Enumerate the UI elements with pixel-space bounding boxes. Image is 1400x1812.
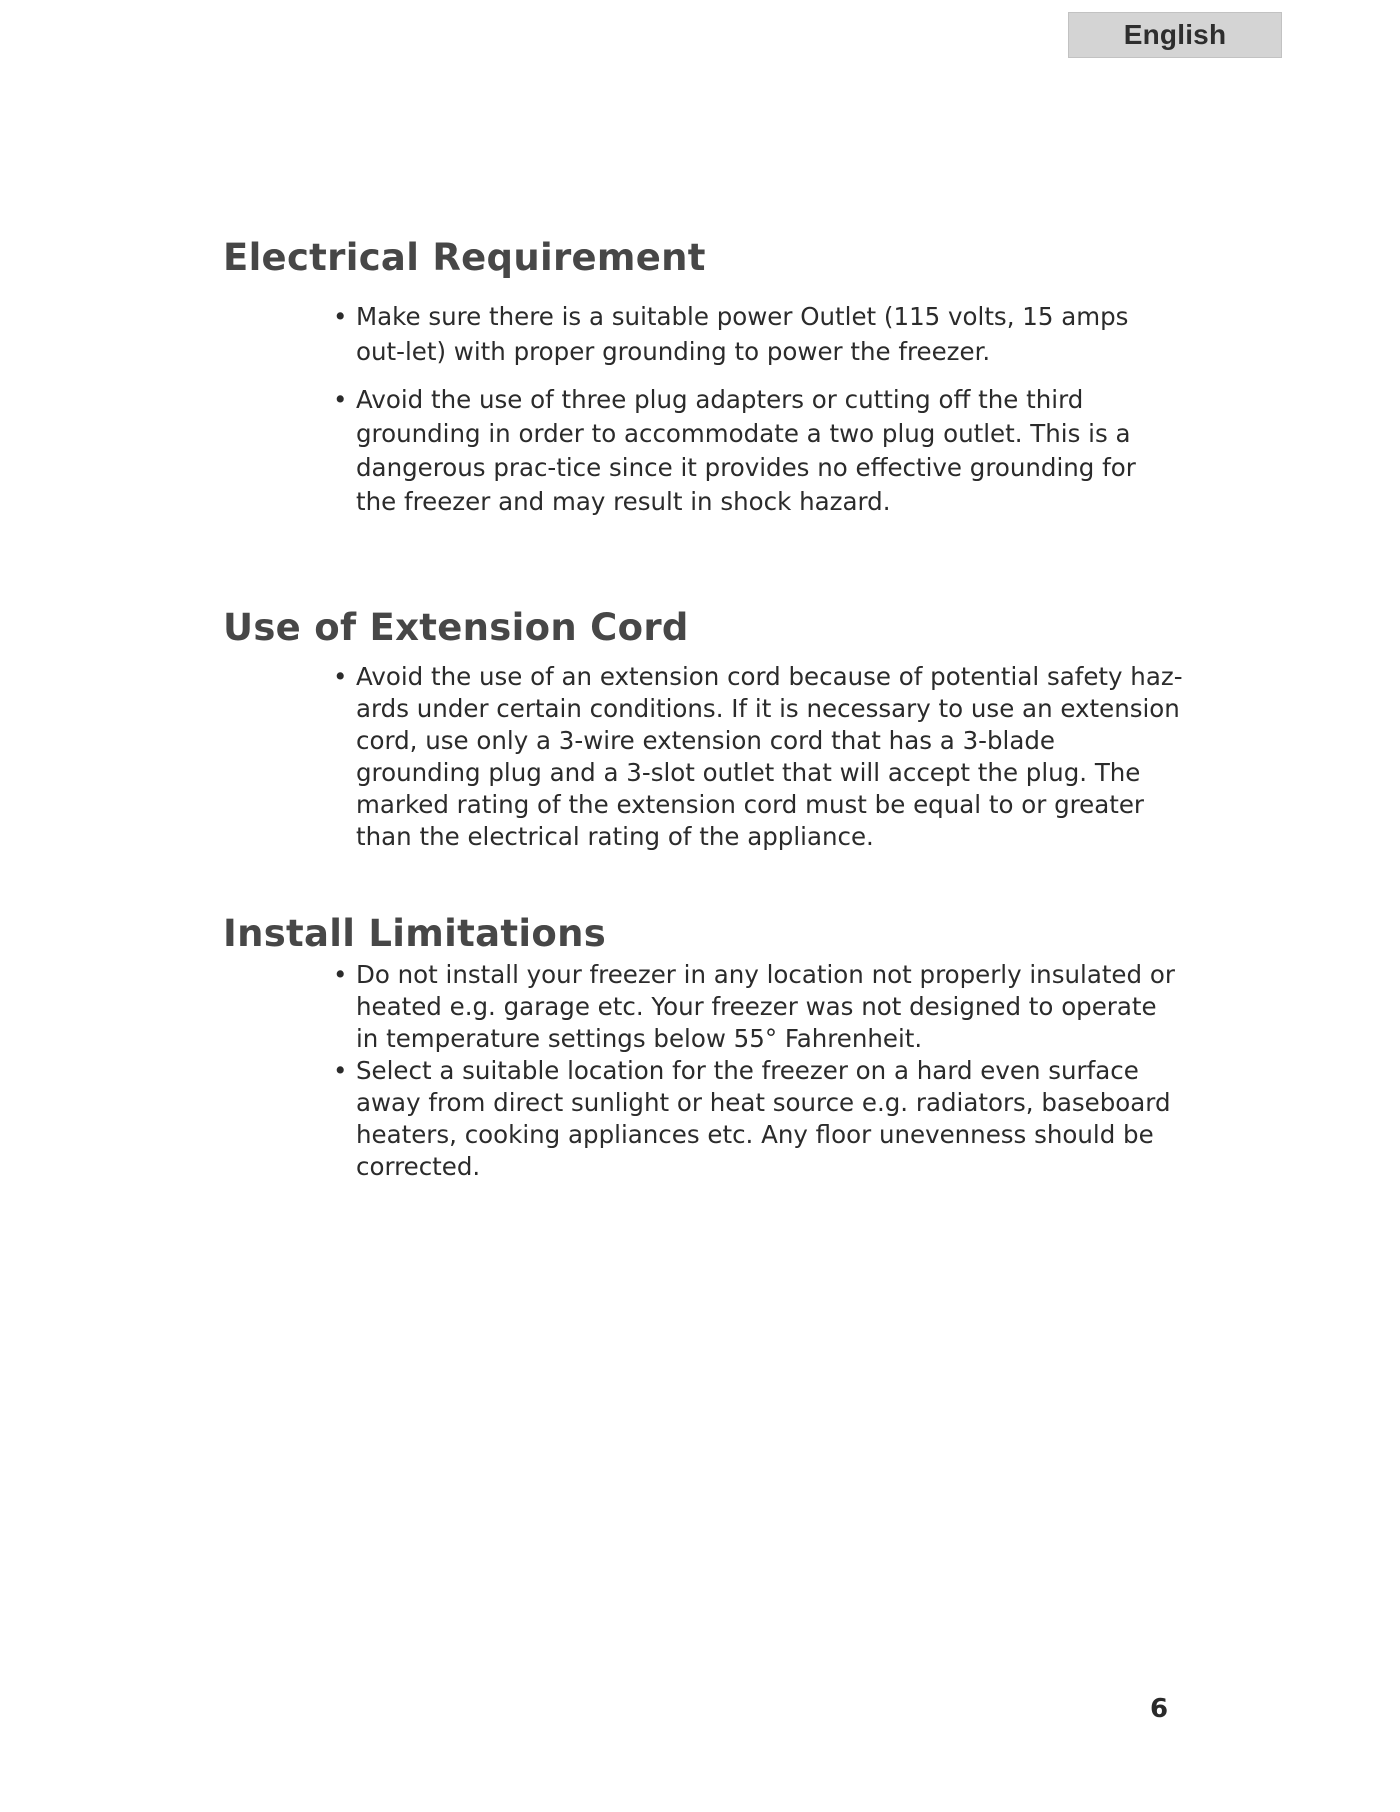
section-title: Install Limitations [223, 912, 607, 955]
bullet-text: Select a suitable location for the freezer on a hard even surface away from direct sunlight or heat source e.g. radiators, baseboard heaters, cooking appliances etc. Any floor unevenness should be corrected. [356, 1056, 1171, 1181]
bullet-marker: • [333, 662, 348, 691]
bullet-list [333, 299, 1183, 519]
section-title: Electrical Requirement [223, 236, 706, 279]
list-item [333, 661, 1183, 853]
bullet-text: Do not install your freezer in any location not properly insulated or heated e.g. garage etc. Your freezer was not designed to operate in temperature settings below 55° Fahrenheit. [356, 960, 1175, 1053]
list-item [333, 383, 1183, 519]
section-electrical-requirement [223, 236, 1183, 519]
page-number: 6 [1150, 1694, 1169, 1724]
bullet-marker: • [333, 1056, 348, 1085]
section-install-limitations [223, 912, 1183, 1183]
bullet-text: Avoid the use of three plug adapters or cutting off the third grounding in order to accommodate a two plug outlet. This is a dangerous prac-tice since it provides no effective grounding for the freezer and may result in shock hazard. [356, 385, 1136, 516]
bullet-marker: • [333, 302, 348, 331]
section-title: Use of Extension Cord [223, 606, 689, 649]
bullet-list [333, 959, 1183, 1183]
list-item [333, 959, 1183, 1055]
list-item [333, 299, 1183, 369]
bullet-marker: • [333, 385, 348, 414]
section-extension-cord [223, 606, 1183, 853]
bullet-list [333, 661, 1183, 853]
bullet-text: Make sure there is a suitable power Outlet (115 volts, 15 amps out-let) with proper grounding to power the freezer. [356, 302, 1129, 366]
list-item [333, 1055, 1183, 1183]
language-tab: English [1068, 12, 1282, 58]
bullet-marker: • [333, 960, 348, 989]
bullet-text: Avoid the use of an extension cord because of potential safety haz-ards under certain conditions. If it is necessary to use an extension cord, use only a 3-wire extension cord that has a 3-blade grounding plug and a 3-slot outlet that will accept the plug. The marked rating of the extension cord must be equal to or greater than the electrical rating of the appliance. [356, 662, 1183, 851]
